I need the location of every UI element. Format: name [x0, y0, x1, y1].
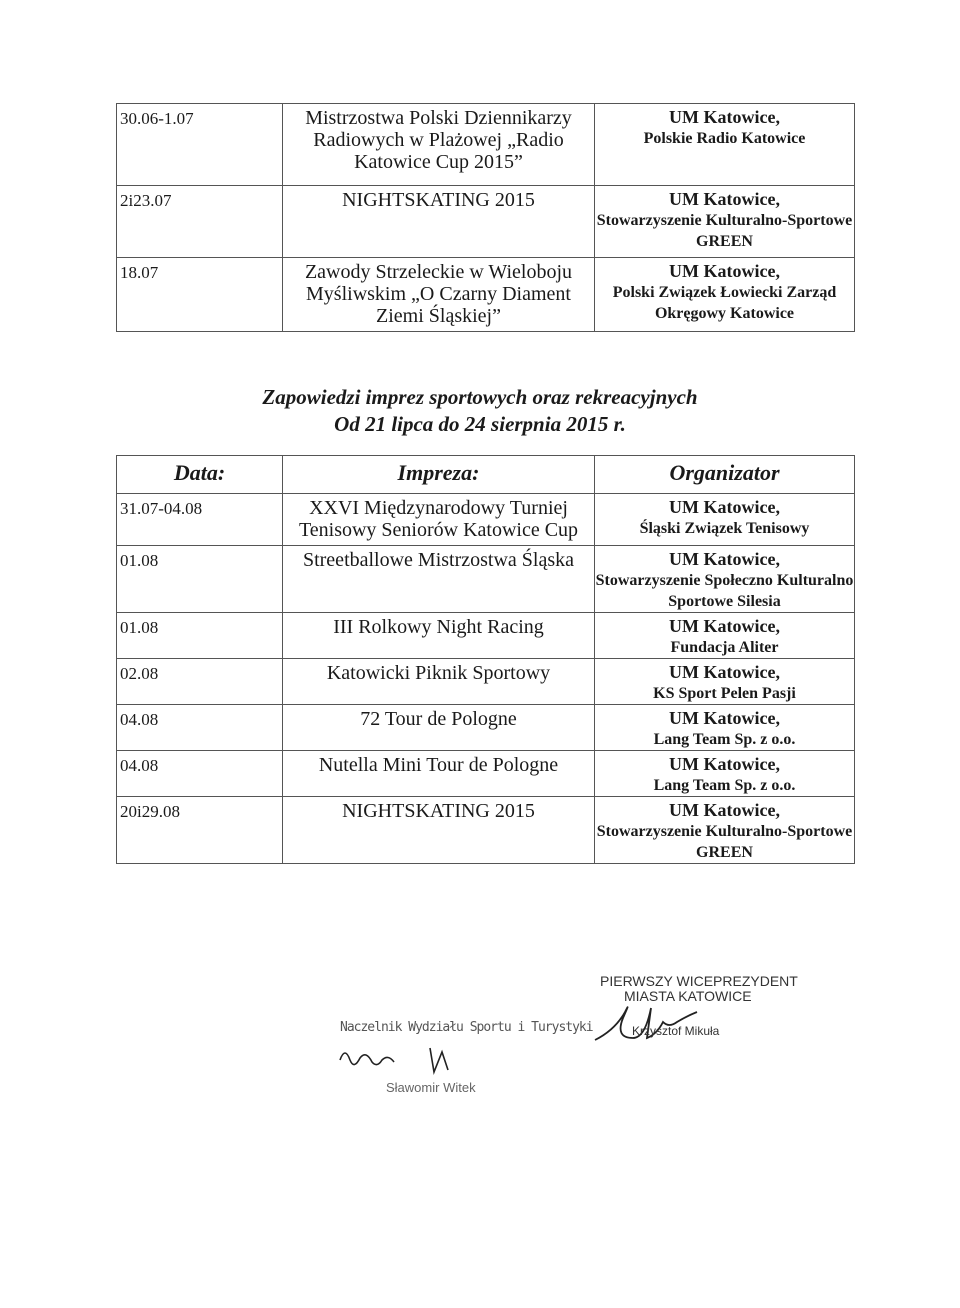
- handwritten-signature-left: [335, 1040, 475, 1076]
- date-cell: 30.06-1.07: [117, 104, 283, 186]
- date-cell: 31.07-04.08: [117, 494, 283, 546]
- organizer-secondary: Śląski Związek Tenisowy: [639, 520, 810, 537]
- organizer-cell: [595, 546, 855, 613]
- organizer-secondary: Polskie Radio Katowice: [643, 130, 806, 147]
- organizer-primary: UM Katowice,: [669, 800, 780, 820]
- organizer-secondary: Stowarzyszenie Kulturalno-Sportowe GREEN: [596, 823, 853, 861]
- organizer-secondary: KS Sport Pelen Pasji: [653, 685, 796, 702]
- event-cell: III Rolkowy Night Racing: [283, 613, 595, 659]
- table-header-row: [117, 456, 855, 494]
- event-cell: Katowicki Piknik Sportowy: [283, 659, 595, 705]
- event-cell: NIGHTSKATING 2015: [283, 186, 595, 258]
- organizer-cell: [595, 186, 855, 258]
- handwritten-signature-right: [585, 990, 765, 1050]
- organizer-cell: [595, 258, 855, 332]
- organizer-secondary: Polski Związek Łowiecki Zarząd Okręgowy Katowice: [612, 284, 837, 322]
- table-row: [117, 258, 855, 332]
- event-cell: XXVI Międzynarodowy Turniej Tenisowy Seniorów Katowice Cup: [283, 494, 595, 546]
- section-heading: [0, 384, 960, 438]
- events-table-main: [116, 455, 855, 864]
- table-row: [117, 104, 855, 186]
- organizer-primary: UM Katowice,: [669, 616, 780, 636]
- organizer-cell: [595, 104, 855, 186]
- organizer-secondary: Stowarzyszenie Kulturalno-Sportowe GREEN: [596, 212, 853, 250]
- date-cell: 20i29.08: [117, 797, 283, 864]
- organizer-primary: UM Katowice,: [669, 189, 780, 209]
- heading-line-1: Zapowiedzi imprez sportowych oraz rekreacyjnych: [262, 385, 698, 409]
- event-cell: NIGHTSKATING 2015: [283, 797, 595, 864]
- stamp-right-line-2: MIASTA KATOWICE: [624, 988, 752, 1004]
- table-row: [117, 186, 855, 258]
- date-cell: 04.08: [117, 705, 283, 751]
- header-event: Impreza:: [283, 456, 595, 494]
- organizer-cell: [595, 705, 855, 751]
- organizer-cell: [595, 659, 855, 705]
- signatory-left-name: Sławomir Witek: [386, 1080, 476, 1095]
- date-cell: 01.08: [117, 613, 283, 659]
- organizer-primary: UM Katowice,: [669, 107, 780, 127]
- signatory-right-name: Krzysztof Mikuła: [632, 1024, 720, 1038]
- stamp-right-line-1: PIERWSZY WICEPREZYDENT: [600, 973, 798, 989]
- table-row: [117, 659, 855, 705]
- table-row: [117, 705, 855, 751]
- organizer-primary: UM Katowice,: [669, 261, 780, 281]
- event-cell: Zawody Strzeleckie w Wieloboju Myśliwskim „O Czarny Diament Ziemi Śląskiej”: [283, 258, 595, 332]
- header-date: Data:: [117, 456, 283, 494]
- date-cell: 18.07: [117, 258, 283, 332]
- organizer-cell: [595, 751, 855, 797]
- header-organizer: Organizator: [595, 456, 855, 494]
- organizer-secondary: Lang Team Sp. z o.o.: [653, 777, 796, 794]
- date-cell: 2i23.07: [117, 186, 283, 258]
- stamp-left-title: Naczelnik Wydziału Sportu i Turystyki: [340, 1020, 593, 1035]
- organizer-primary: UM Katowice,: [669, 754, 780, 774]
- organizer-cell: [595, 613, 855, 659]
- table-row: [117, 751, 855, 797]
- event-cell: Mistrzostwa Polski Dziennikarzy Radiowych w Plażowej „Radio Katowice Cup 2015”: [283, 104, 595, 186]
- organizer-primary: UM Katowice,: [669, 708, 780, 728]
- organizer-secondary: Fundacja Aliter: [670, 639, 779, 656]
- organizer-cell: [595, 797, 855, 864]
- organizer-primary: UM Katowice,: [669, 497, 780, 517]
- organizer-secondary: Stowarzyszenie Społeczno Kulturalno Sportowe Silesia: [595, 572, 854, 610]
- table-row: [117, 797, 855, 864]
- event-cell: Streetballowe Mistrzostwa Śląska: [283, 546, 595, 613]
- heading-line-2: Od 21 lipca do 24 sierpnia 2015 r.: [334, 412, 626, 436]
- event-cell: 72 Tour de Pologne: [283, 705, 595, 751]
- events-table-top: [116, 103, 855, 332]
- date-cell: 02.08: [117, 659, 283, 705]
- organizer-primary: UM Katowice,: [669, 662, 780, 682]
- organizer-secondary: Lang Team Sp. z o.o.: [653, 731, 796, 748]
- date-cell: 04.08: [117, 751, 283, 797]
- organizer-cell: [595, 494, 855, 546]
- table-row: [117, 613, 855, 659]
- organizer-primary: UM Katowice,: [669, 549, 780, 569]
- table-row: [117, 494, 855, 546]
- event-cell: Nutella Mini Tour de Pologne: [283, 751, 595, 797]
- date-cell: 01.08: [117, 546, 283, 613]
- table-row: [117, 546, 855, 613]
